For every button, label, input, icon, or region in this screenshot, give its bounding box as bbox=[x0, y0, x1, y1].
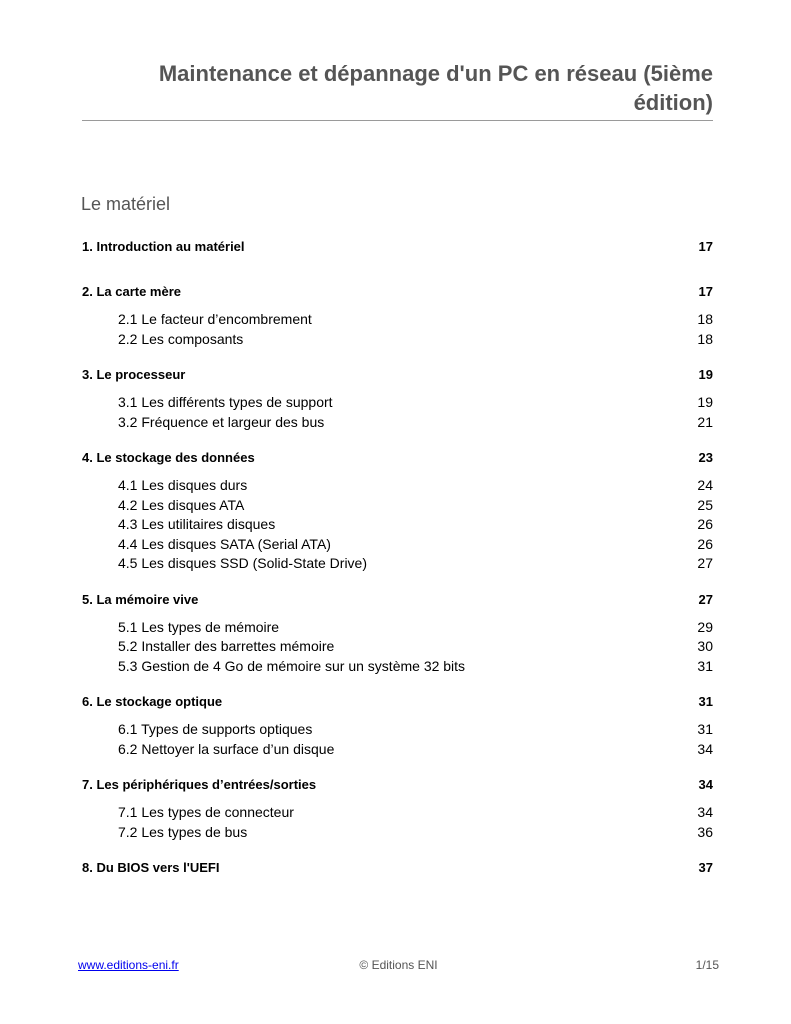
toc-chapter-label: 5. La mémoire vive bbox=[82, 591, 199, 607]
copyright-text: © Editions ENI bbox=[359, 958, 438, 972]
toc-subsection-page: 24 bbox=[697, 477, 713, 493]
toc-subsection-row[interactable] bbox=[118, 823, 713, 843]
toc-chapter-page: 27 bbox=[698, 591, 713, 607]
toc-subsection-list bbox=[82, 720, 713, 759]
toc-subsection-row[interactable] bbox=[118, 657, 713, 677]
toc-subsection-row[interactable] bbox=[118, 393, 713, 413]
toc-chapter bbox=[82, 775, 713, 842]
toc-chapter bbox=[82, 692, 713, 759]
toc-subsection-row[interactable] bbox=[118, 535, 713, 555]
toc-chapter-row[interactable] bbox=[82, 282, 713, 301]
toc-subsection-page: 31 bbox=[697, 721, 713, 737]
toc-spacer bbox=[82, 759, 713, 775]
toc-chapter bbox=[82, 448, 713, 574]
toc-subsection-page: 36 bbox=[697, 823, 713, 840]
toc-subsection-page: 26 bbox=[697, 516, 713, 532]
toc-subsection-label: 3.2 Fréquence et largeur des bus bbox=[118, 413, 325, 430]
toc-chapter bbox=[82, 365, 713, 432]
toc-subsection-page: 18 bbox=[697, 311, 713, 327]
toc-subsection-page: 25 bbox=[697, 496, 713, 513]
toc-subsection-label: 4.2 Les disques ATA bbox=[118, 496, 245, 513]
toc-chapter-row[interactable] bbox=[82, 858, 713, 877]
toc-chapter-row[interactable] bbox=[82, 448, 713, 467]
table-of-contents bbox=[82, 237, 713, 877]
page-footer bbox=[78, 956, 719, 974]
toc-subsection-label: 2.1 Le facteur d’encombrement bbox=[118, 311, 312, 327]
toc-subsection-label: 4.4 Les disques SATA (Serial ATA) bbox=[118, 535, 331, 552]
toc-subsection-row[interactable] bbox=[118, 554, 713, 574]
toc-chapter-row[interactable] bbox=[82, 237, 713, 256]
toc-subsection-row[interactable] bbox=[118, 330, 713, 350]
toc-subsection-row[interactable] bbox=[118, 720, 713, 740]
toc-subsection-list bbox=[82, 476, 713, 574]
toc-subsection-label: 4.3 Les utilitaires disques bbox=[118, 516, 276, 532]
toc-subsection-page: 30 bbox=[697, 638, 713, 654]
toc-subsection-row[interactable] bbox=[118, 803, 713, 823]
toc-subsection-label: 2.2 Les composants bbox=[118, 330, 244, 347]
toc-subsection-page: 29 bbox=[697, 618, 713, 635]
document-title: Maintenance et dépannage d'un PC en réseau (5ième édition) bbox=[158, 61, 713, 115]
toc-subsection-label: 7.2 Les types de bus bbox=[118, 823, 248, 840]
toc-spacer bbox=[82, 256, 713, 282]
toc-subsection-label: 4.1 Les disques durs bbox=[118, 477, 248, 493]
toc-spacer bbox=[82, 842, 713, 858]
toc-subsection-page: 26 bbox=[697, 535, 713, 552]
page-indicator: 1/15 bbox=[695, 958, 719, 972]
toc-chapter-label: 3. Le processeur bbox=[82, 367, 186, 382]
document-header bbox=[82, 59, 713, 121]
toc-subsection-page: 31 bbox=[697, 657, 713, 674]
toc-spacer bbox=[82, 574, 713, 590]
toc-chapter-label: 2. La carte mère bbox=[82, 284, 182, 299]
toc-chapter-page: 17 bbox=[698, 284, 713, 299]
toc-chapter-label: 8. Du BIOS vers l'UEFI bbox=[82, 860, 220, 875]
toc-chapter-page: 23 bbox=[698, 450, 713, 465]
toc-chapter-page: 17 bbox=[698, 239, 713, 254]
toc-subsection-row[interactable] bbox=[118, 637, 713, 657]
toc-chapter-label: 1. Introduction au matériel bbox=[82, 239, 245, 254]
toc-chapter-row[interactable] bbox=[82, 365, 713, 384]
toc-subsection-page: 27 bbox=[697, 555, 713, 571]
toc-chapter-label: 4. Le stockage des données bbox=[82, 450, 255, 465]
toc-subsection-page: 34 bbox=[697, 740, 713, 757]
toc-subsection-page: 18 bbox=[697, 330, 713, 347]
toc-spacer bbox=[82, 432, 713, 448]
toc-subsection-row[interactable] bbox=[118, 310, 713, 330]
toc-chapter-row[interactable] bbox=[82, 590, 713, 609]
toc-subsection-page: 34 bbox=[697, 804, 713, 820]
toc-subsection-label: 5.2 Installer des barrettes mémoire bbox=[118, 638, 335, 654]
toc-chapter-page: 19 bbox=[698, 367, 713, 382]
toc-subsection-label: 3.1 Les différents types de support bbox=[118, 394, 333, 410]
toc-chapter bbox=[82, 590, 713, 677]
toc-chapter-page: 37 bbox=[698, 860, 713, 875]
toc-chapter-row[interactable] bbox=[82, 775, 713, 794]
toc-subsection-row[interactable] bbox=[118, 515, 713, 535]
toc-subsection-list bbox=[82, 393, 713, 432]
toc-subsection-label: 6.2 Nettoyer la surface d’un disque bbox=[118, 740, 335, 757]
toc-subsection-label: 7.1 Les types de connecteur bbox=[118, 804, 294, 820]
toc-chapter-page: 31 bbox=[698, 694, 713, 709]
toc-subsection-label: 4.5 Les disques SSD (Solid-State Drive) bbox=[118, 555, 367, 571]
section-title: Le matériel bbox=[81, 194, 171, 214]
toc-subsection-row[interactable] bbox=[118, 618, 713, 638]
toc-chapter-label: 6. Le stockage optique bbox=[82, 694, 223, 709]
toc-chapter-row[interactable] bbox=[82, 692, 713, 711]
toc-subsection-row[interactable] bbox=[118, 740, 713, 760]
toc-subsection-label: 5.1 Les types de mémoire bbox=[118, 618, 280, 635]
toc-chapter-label: 7. Les périphériques d’entrées/sorties bbox=[82, 777, 317, 792]
publisher-link[interactable]: www.editions-eni.fr bbox=[78, 958, 179, 972]
toc-subsection-list bbox=[82, 803, 713, 842]
toc-chapter-page: 34 bbox=[698, 777, 713, 792]
toc-spacer bbox=[82, 349, 713, 365]
toc-chapter bbox=[82, 237, 713, 256]
toc-spacer bbox=[82, 676, 713, 692]
toc-subsection-page: 21 bbox=[697, 413, 713, 430]
toc-chapter bbox=[82, 858, 713, 877]
toc-subsection-page: 19 bbox=[697, 394, 713, 410]
toc-subsection-row[interactable] bbox=[118, 476, 713, 496]
toc-subsection-list bbox=[82, 618, 713, 677]
toc-subsection-row[interactable] bbox=[118, 413, 713, 433]
toc-subsection-label: 6.1 Types de supports optiques bbox=[118, 721, 313, 737]
toc-subsection-row[interactable] bbox=[118, 496, 713, 516]
toc-chapter bbox=[82, 282, 713, 349]
toc-subsection-label: 5.3 Gestion de 4 Go de mémoire sur un système 32 bits bbox=[118, 657, 466, 674]
toc-subsection-list bbox=[82, 310, 713, 349]
